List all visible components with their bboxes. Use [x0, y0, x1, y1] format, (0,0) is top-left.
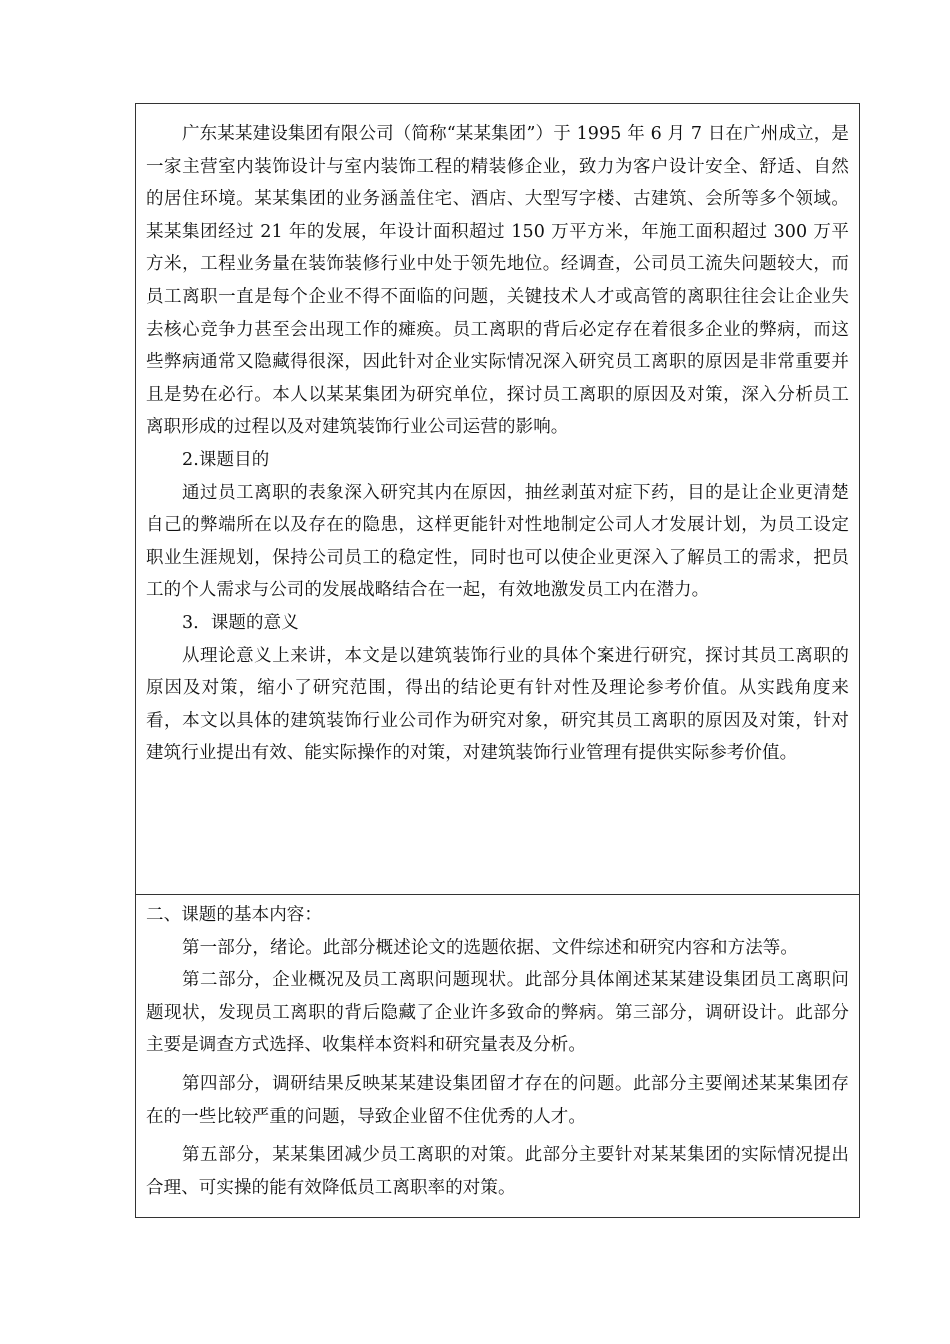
part-one-paragraph: 第一部分，绪论。此部分概述论文的选题依据、文件综述和研究内容和方法等。: [182, 937, 798, 958]
section-title: 二、课题的基本内容：: [146, 905, 322, 925]
research-background-cell: [136, 104, 859, 894]
basic-content-cell: [136, 894, 859, 1217]
proposal-table: [135, 103, 860, 1218]
purpose-paragraph: 通过员工离职的表象深入研究其内在原因，抽丝剥茧对症下药，目的是让企业更清楚自己的弊端所在以及存在的隐患，这样更能针对性地制定公司人才发展计划，为员工设定职业生涯规划，保持公司员工的稳定性，同时也可以使企业更深入了解员工的需求，把员工的个人需求与公司的发展战略结合在一起，有效地激发员工内在潜力。: [146, 482, 849, 601]
part-four-paragraph: 第四部分，调研结果反映某某建设集团留才存在的问题。此部分主要阐述某某集团存在的一些比较严重的问题，导致企业留不住优秀的人才。: [146, 1073, 849, 1127]
part-two-three-paragraph: 第二部分，企业概况及员工离职问题现状。此部分具体阐述某某建设集团员工离职问题现状，发现员工离职的背后隐藏了企业许多致命的弊病。第三部分，调研设计。此部分主要是调查方式选择、收集样本资料和研究量表及分析。: [146, 970, 849, 1056]
background-paragraph: 广东某某建设集团有限公司（简称“某某集团”）于 1995 年 6 月 7 日在广州成立，是一家主营室内装饰设计与室内装饰工程的精装修企业，致力为客户设计安全、舒适、自然的居住环境。某某集团的业务涵盖住宅、酒店、大型写字楼、古建筑、会所等多个领域。某某集团经过 21 年的发展，年设计面积超过 150 万平方米，年施工面积超过 300 万平方米，工程业务量在装饰装修行业中处于领先地位。经调查，公司员工流失问题较大，而员工离职一直是每个企业不得不面临的问题，关键技术人才或高管的离职往往会让企业失去核心竞争力甚至会出现工作的瘫痪。员工离职的背后必定存在着很多企业的弊病，而这些弊病通常又隐藏得很深，因此针对企业实际情况深入研究员工离职的原因是非常重要并且是势在必行。本人以某某集团为研究单位，探讨员工离职的原因及对策，深入分析员工离职形成的过程以及对建筑装饰行业公司运营的影响。: [146, 124, 849, 438]
significance-heading: 3．课题的意义: [182, 612, 299, 633]
significance-paragraph: 从理论意义上来讲，本文是以建筑装饰行业的具体个案进行研究，探讨其员工离职的原因及对策，缩小了研究范围，得出的结论更有针对性及理论参考价值。从实践角度来看，本文以具体的建筑装饰行业公司作为研究对象，研究其员工离职的原因及对策，针对建筑行业提出有效、能实际操作的对策，对建筑装饰行业管理有提供实际参考价值。: [146, 645, 849, 764]
purpose-heading: 2.课题目的: [182, 449, 270, 470]
part-five-paragraph: 第五部分，某某集团减少员工离职的对策。此部分主要针对某某集团的实际情况提出合理、可实操的能有效降低员工离职率的对策。: [146, 1145, 849, 1198]
